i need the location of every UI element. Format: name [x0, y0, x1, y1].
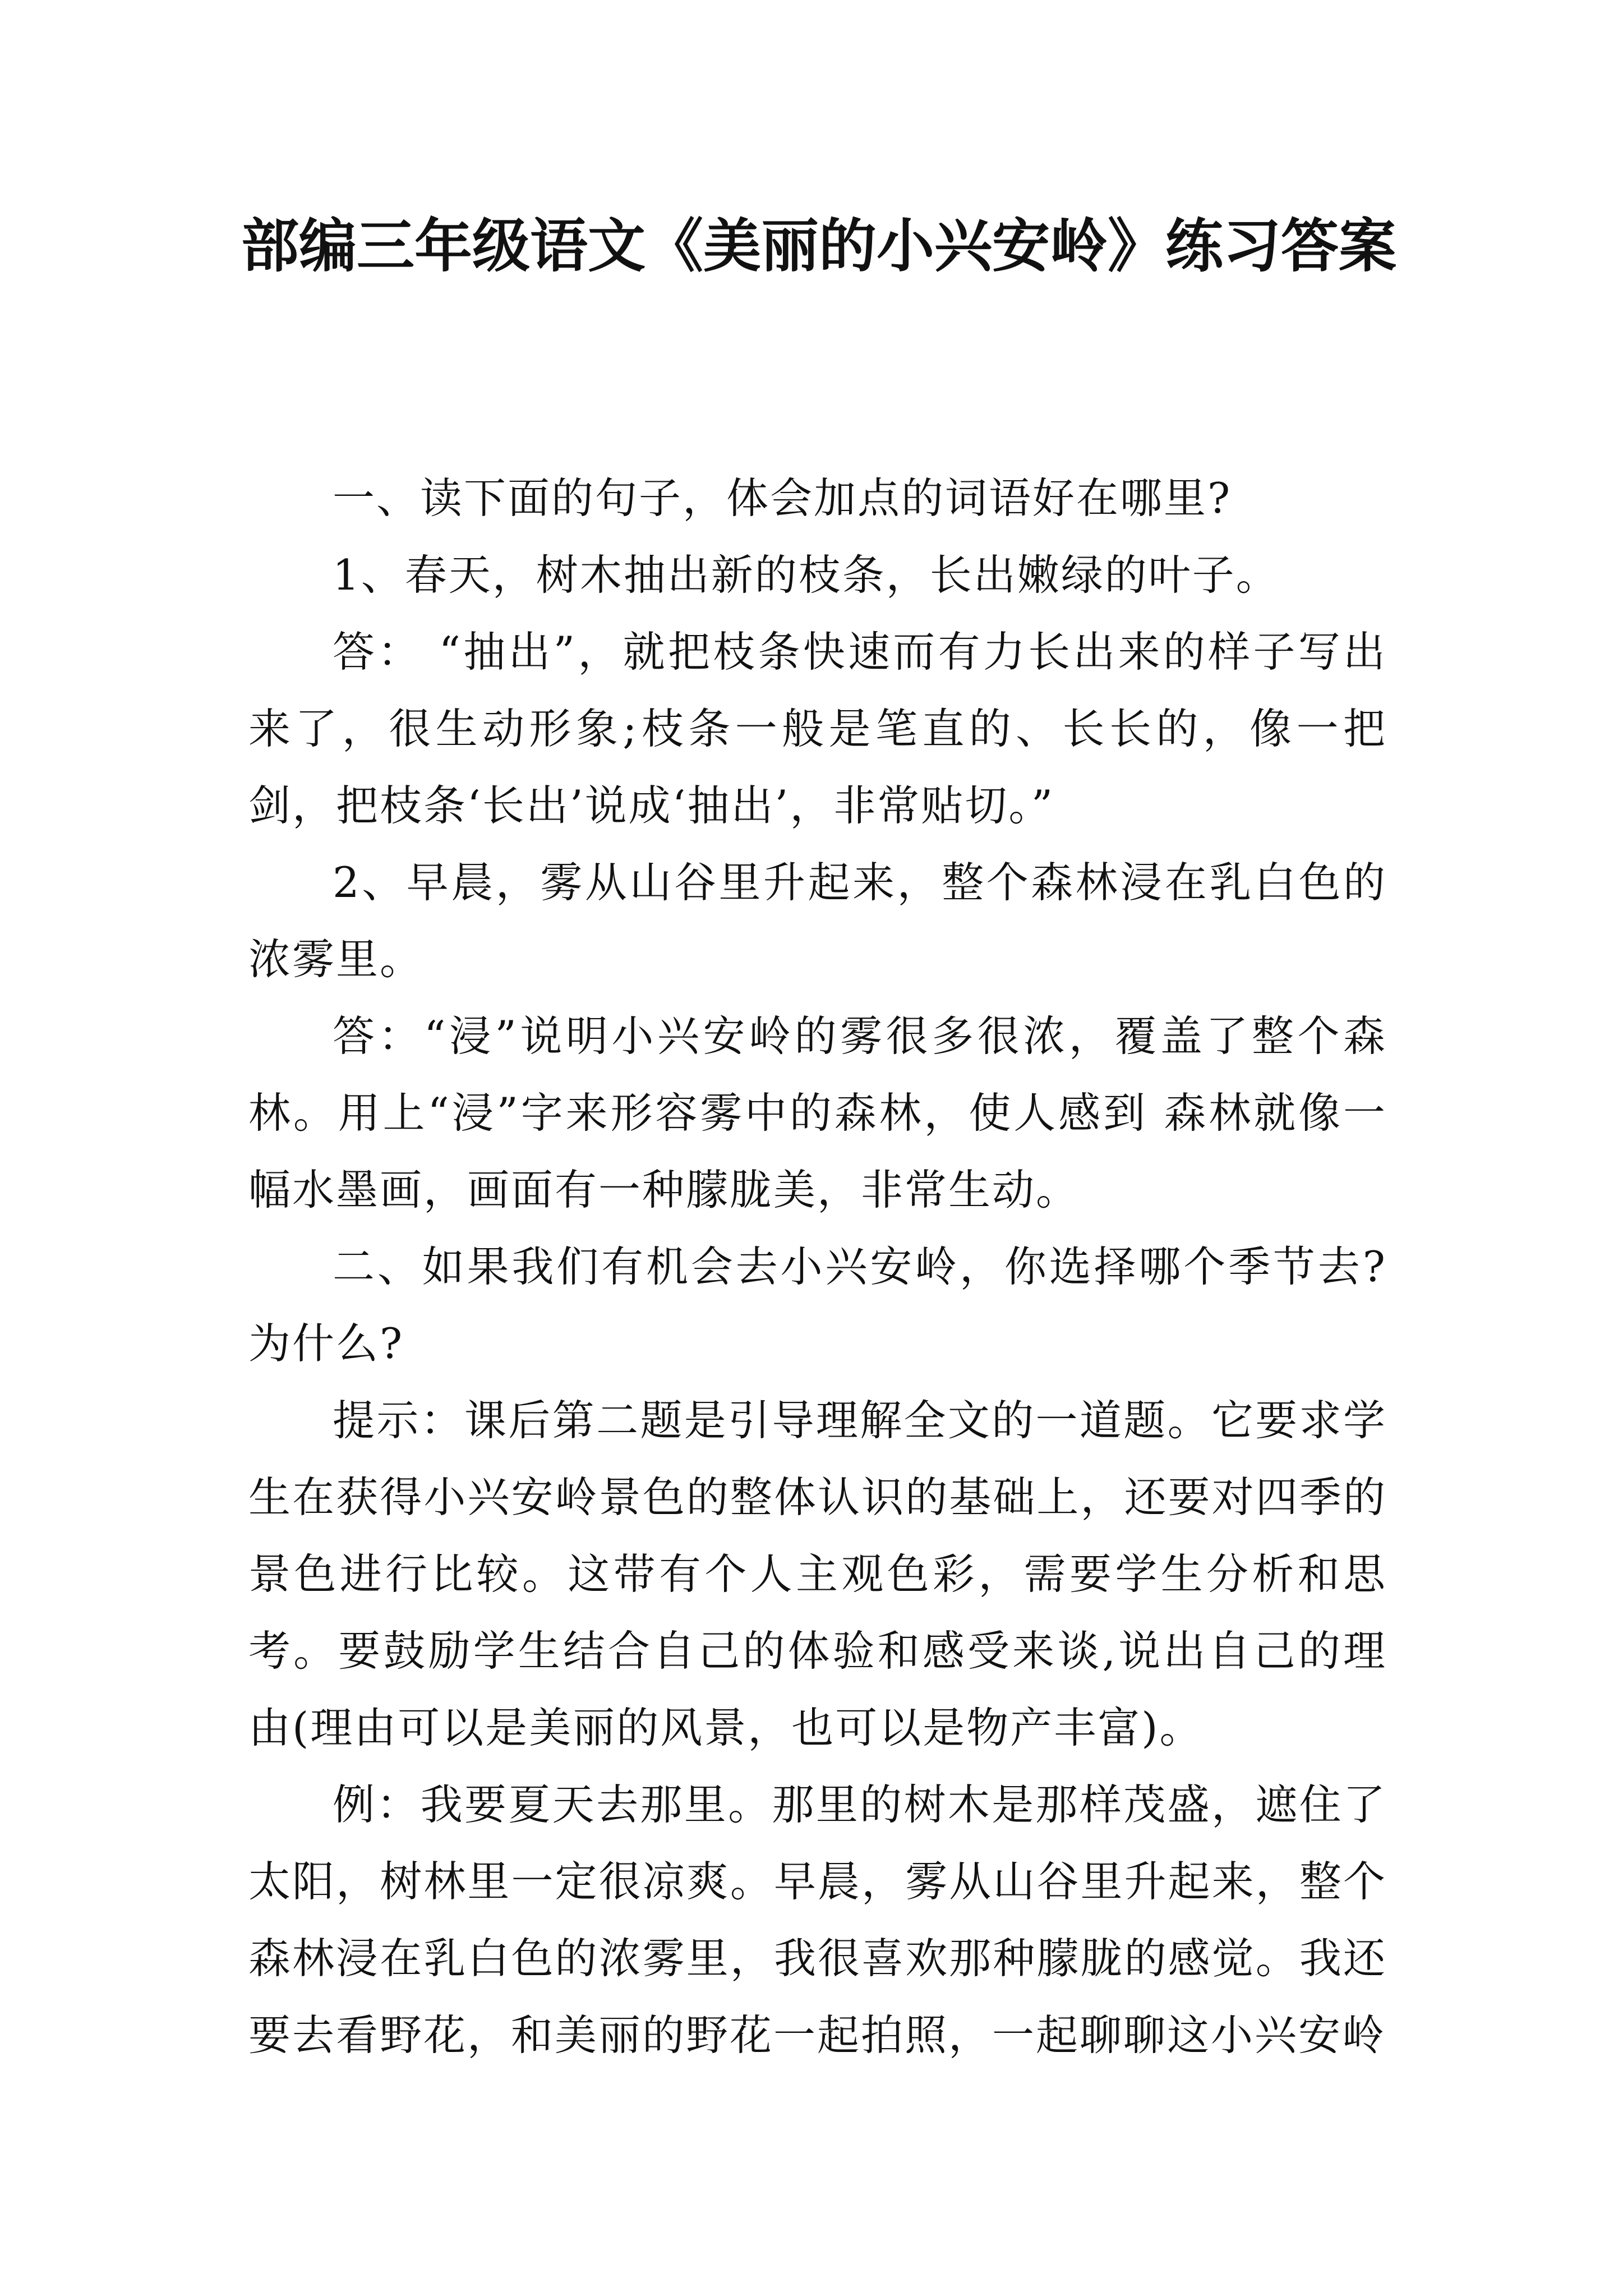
- answer-2: 答：“浸”说明小兴安岭的雾很多很浓，覆盖了整个森林。用上“浸”字来形容雾中的森林，使人感到 森林就像一幅水墨画，画面有一种朦胧美，非常生动。: [248, 1011, 1387, 1214]
- question-1-heading: 一、读下面的句子，体会加点的词语好在哪里?: [333, 473, 1232, 523]
- document-title: 部编三年级语文《美丽的小兴安岭》练习答案: [241, 213, 1396, 280]
- hint-paragraph: 提示：课后第二题是引导理解全文的一道题。它要求学生在获得小兴安岭景色的整体认识的基础上，还要对四季的景色进行比较。这带有个人主观色彩，需要学生分析和思考。要鼓励学生结合自己的体验和感受来谈,说出自己的理由(理由可以是美丽的风景，也可以是物产丰富)。: [248, 1396, 1387, 1752]
- sentence-1: 1、春天，树木抽出新的枝条，长出嫩绿的叶子。: [333, 550, 1280, 600]
- sentence-2: 2、早晨，雾从山谷里升起来，整个森林浸在乳白色的浓雾里。: [248, 858, 1387, 984]
- example-paragraph: 例：我要夏天去那里。那里的树木是那样茂盛，遮住了太阳，树林里一定很凉爽。早晨，雾从山谷里升起来，整个森林浸在乳白色的浓雾里，我很喜欢那种朦胧的感觉。我还要去看野花，和美丽的野花一起拍照，一起聊聊这小兴安岭: [248, 1780, 1387, 2060]
- document-body: [248, 460, 1387, 2074]
- answer-1: 答： “抽出”，就把枝条快速而有力长出来的样子写出来了，很生动形象;枝条一般是笔直的、长长的，像一把剑，把枝条‘长出’说成‘抽出’，非常贴切。”: [248, 627, 1387, 830]
- question-2-heading: 二、如果我们有机会去小兴安岭，你选择哪个季节去?为什么?: [248, 1242, 1387, 1368]
